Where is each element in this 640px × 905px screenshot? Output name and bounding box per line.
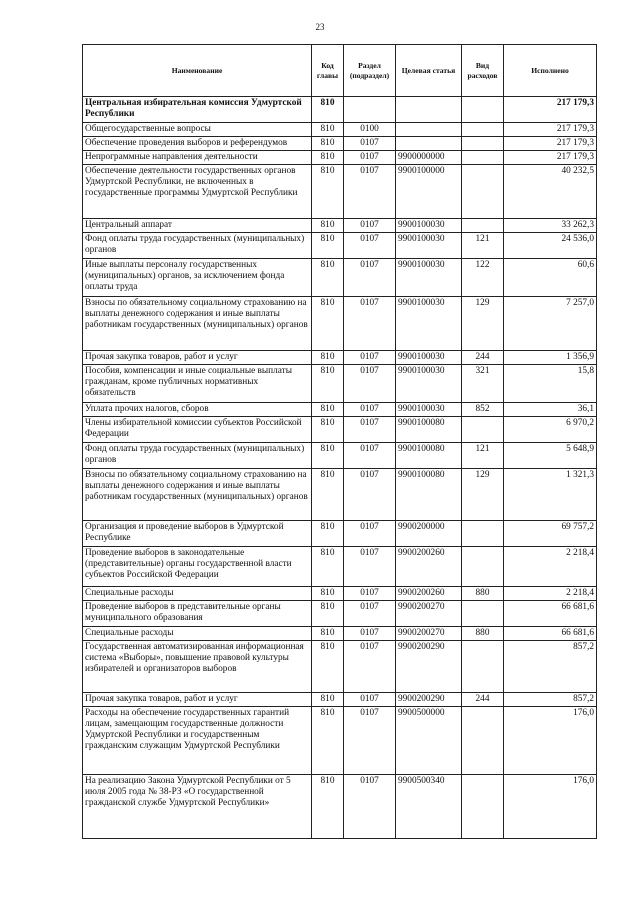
row-amount: 6 970,2 xyxy=(504,417,597,443)
row-target: 9900100080 xyxy=(396,469,462,521)
row-code: 810 xyxy=(312,469,344,521)
page-number: 23 xyxy=(315,22,325,32)
row-amount: 7 257,0 xyxy=(504,297,597,351)
row-section: 0107 xyxy=(344,259,396,297)
row-section: 0107 xyxy=(344,707,396,775)
row-name: Уплата прочих налогов, сборов xyxy=(83,403,312,417)
row-name: Специальные расходы xyxy=(83,627,312,641)
row-name: Обеспечение проведения выборов и референдумов xyxy=(83,137,312,151)
row-amount: 15,8 xyxy=(504,365,597,403)
row-target: 9900000000 xyxy=(396,151,462,165)
row-code: 810 xyxy=(312,693,344,707)
row-amount: 217 179,3 xyxy=(504,97,597,123)
row-amount: 66 681,6 xyxy=(504,627,597,641)
table-row xyxy=(83,365,597,403)
row-target: 9900200260 xyxy=(396,587,462,601)
row-target: 9900500000 xyxy=(396,707,462,775)
table-row xyxy=(83,151,597,165)
row-code: 810 xyxy=(312,627,344,641)
row-section xyxy=(344,97,396,123)
row-expense xyxy=(462,151,504,165)
row-expense xyxy=(462,601,504,627)
row-expense xyxy=(462,521,504,547)
row-code: 810 xyxy=(312,351,344,365)
row-code: 810 xyxy=(312,297,344,351)
row-code: 810 xyxy=(312,365,344,403)
row-section: 0107 xyxy=(344,641,396,693)
header-amount: Исполнено xyxy=(504,45,597,97)
row-target: 9900200000 xyxy=(396,521,462,547)
row-amount: 2 218,4 xyxy=(504,547,597,587)
row-name: Центральная избирательная комиссия Удмуртской Республики xyxy=(83,97,312,123)
table-row xyxy=(83,587,597,601)
row-target: 9900100030 xyxy=(396,259,462,297)
table-row xyxy=(83,351,597,365)
row-target xyxy=(396,97,462,123)
row-expense xyxy=(462,417,504,443)
table-row xyxy=(83,233,597,259)
row-section: 0107 xyxy=(344,627,396,641)
row-expense xyxy=(462,137,504,151)
row-expense xyxy=(462,97,504,123)
row-name: Проведение выборов в законодательные (представительные) органы государственной власти субъектов Российской Федерации xyxy=(83,547,312,587)
row-expense: 880 xyxy=(462,627,504,641)
row-section: 0107 xyxy=(344,365,396,403)
row-expense xyxy=(462,165,504,219)
row-expense xyxy=(462,123,504,137)
table-row xyxy=(83,693,597,707)
row-name: Взносы по обязательному социальному страхованию на выплаты денежного содержания и иные выплаты работникам государственных (муниципальных) органов xyxy=(83,469,312,521)
table-row xyxy=(83,219,597,233)
table-row xyxy=(83,123,597,137)
row-code: 810 xyxy=(312,233,344,259)
table-row xyxy=(83,627,597,641)
table-row xyxy=(83,259,597,297)
row-expense: 244 xyxy=(462,693,504,707)
row-name: Общегосударственные вопросы xyxy=(83,123,312,137)
table-row xyxy=(83,137,597,151)
row-target: 9900100080 xyxy=(396,443,462,469)
row-target: 9900100030 xyxy=(396,233,462,259)
row-amount: 1 321,3 xyxy=(504,469,597,521)
row-amount: 176,0 xyxy=(504,707,597,775)
row-amount: 2 218,4 xyxy=(504,587,597,601)
row-code: 810 xyxy=(312,443,344,469)
row-section: 0107 xyxy=(344,137,396,151)
table-row xyxy=(83,547,597,587)
row-amount: 24 536,0 xyxy=(504,233,597,259)
row-target: 9900100030 xyxy=(396,297,462,351)
table-row xyxy=(83,97,597,123)
row-amount: 1 356,9 xyxy=(504,351,597,365)
row-target: 9900100030 xyxy=(396,365,462,403)
table-header-row xyxy=(83,45,597,97)
row-code: 810 xyxy=(312,417,344,443)
row-amount: 217 179,3 xyxy=(504,151,597,165)
row-name: Прочая закупка товаров, работ и услуг xyxy=(83,351,312,365)
row-section: 0107 xyxy=(344,403,396,417)
row-code: 810 xyxy=(312,137,344,151)
row-expense: 129 xyxy=(462,469,504,521)
row-expense: 121 xyxy=(462,233,504,259)
row-target xyxy=(396,137,462,151)
table-row xyxy=(83,469,597,521)
table-row xyxy=(83,165,597,219)
row-section: 0107 xyxy=(344,443,396,469)
row-target: 9900200270 xyxy=(396,627,462,641)
row-code: 810 xyxy=(312,521,344,547)
row-code: 810 xyxy=(312,165,344,219)
row-name: Обеспечение деятельности государственных органов Удмуртской Республики, не включенных в государственные программы Удмуртской Республики xyxy=(83,165,312,219)
row-name: Проведение выборов в представительные органы муниципального образования xyxy=(83,601,312,627)
row-expense: 321 xyxy=(462,365,504,403)
row-code: 810 xyxy=(312,775,344,839)
row-amount: 857,2 xyxy=(504,641,597,693)
row-section: 0107 xyxy=(344,547,396,587)
budget-table xyxy=(82,44,597,839)
row-name: Прочая закупка товаров, работ и услуг xyxy=(83,693,312,707)
row-target: 9900200290 xyxy=(396,641,462,693)
row-code: 810 xyxy=(312,707,344,775)
table-row xyxy=(83,417,597,443)
table-row xyxy=(83,403,597,417)
header-expense: Вид расходов xyxy=(462,45,504,97)
row-name: Расходы на обеспечение государственных гарантий лицам, замещающим государственные должности Удмуртской Республики и государственным гражданским служащим Удмуртской Республики xyxy=(83,707,312,775)
table-row xyxy=(83,443,597,469)
row-amount: 36,1 xyxy=(504,403,597,417)
row-expense: 122 xyxy=(462,259,504,297)
row-amount: 217 179,3 xyxy=(504,137,597,151)
header-section: Раздел (подраздел) xyxy=(344,45,396,97)
row-section: 0107 xyxy=(344,587,396,601)
row-code: 810 xyxy=(312,123,344,137)
row-section: 0100 xyxy=(344,123,396,137)
row-expense: 121 xyxy=(462,443,504,469)
row-code: 810 xyxy=(312,547,344,587)
row-name: Члены избирательной комиссии субъектов Российской Федерации xyxy=(83,417,312,443)
row-section: 0107 xyxy=(344,297,396,351)
row-name: Взносы по обязательному социальному страхованию на выплаты денежного содержания и иные выплаты работникам государственных (муниципальных) органов xyxy=(83,297,312,351)
row-target xyxy=(396,123,462,137)
header-target: Целевая статья xyxy=(396,45,462,97)
table-row xyxy=(83,775,597,839)
row-target: 9900200260 xyxy=(396,547,462,587)
row-code: 810 xyxy=(312,641,344,693)
row-section: 0107 xyxy=(344,219,396,233)
row-code: 810 xyxy=(312,403,344,417)
row-section: 0107 xyxy=(344,775,396,839)
row-expense: 880 xyxy=(462,587,504,601)
row-section: 0107 xyxy=(344,601,396,627)
table-row xyxy=(83,297,597,351)
row-code: 810 xyxy=(312,259,344,297)
row-expense: 852 xyxy=(462,403,504,417)
row-expense xyxy=(462,547,504,587)
row-code: 810 xyxy=(312,587,344,601)
row-code: 810 xyxy=(312,601,344,627)
row-section: 0107 xyxy=(344,693,396,707)
row-expense xyxy=(462,641,504,693)
header-name: Наименование xyxy=(83,45,312,97)
table-row xyxy=(83,641,597,693)
row-name: Фонд оплаты труда государственных (муниципальных) органов xyxy=(83,233,312,259)
row-amount: 5 648,9 xyxy=(504,443,597,469)
row-expense xyxy=(462,219,504,233)
row-amount: 40 232,5 xyxy=(504,165,597,219)
row-section: 0107 xyxy=(344,351,396,365)
row-name: Непрограммные направления деятельности xyxy=(83,151,312,165)
row-target: 9900200270 xyxy=(396,601,462,627)
row-section: 0107 xyxy=(344,521,396,547)
row-name: Центральный аппарат xyxy=(83,219,312,233)
header-code: Код главы xyxy=(312,45,344,97)
row-name: Организация и проведение выборов в Удмуртской Республике xyxy=(83,521,312,547)
row-name: Иные выплаты персоналу государственных (муниципальных) органов, за исключением фонда оплаты труда xyxy=(83,259,312,297)
row-expense xyxy=(462,707,504,775)
row-target: 9900100030 xyxy=(396,219,462,233)
row-target: 9900500340 xyxy=(396,775,462,839)
row-section: 0107 xyxy=(344,469,396,521)
row-code: 810 xyxy=(312,97,344,123)
row-amount: 69 757,2 xyxy=(504,521,597,547)
row-amount: 60,6 xyxy=(504,259,597,297)
table-row xyxy=(83,707,597,775)
row-section: 0107 xyxy=(344,233,396,259)
row-expense xyxy=(462,775,504,839)
row-name: На реализацию Закона Удмуртской Республики от 5 июля 2005 года № 38-РЗ «О государственной гражданской службе Удмуртской Республики» xyxy=(83,775,312,839)
row-amount: 217 179,3 xyxy=(504,123,597,137)
table-row xyxy=(83,601,597,627)
row-section: 0107 xyxy=(344,151,396,165)
row-amount: 176,0 xyxy=(504,775,597,839)
row-code: 810 xyxy=(312,151,344,165)
row-section: 0107 xyxy=(344,165,396,219)
row-section: 0107 xyxy=(344,417,396,443)
row-target: 9900200290 xyxy=(396,693,462,707)
row-name: Специальные расходы xyxy=(83,587,312,601)
row-expense: 244 xyxy=(462,351,504,365)
row-name: Государственная автоматизированная информационная система «Выборы», повышение правовой культуры избирателей и организаторов выборов xyxy=(83,641,312,693)
row-target: 9900100030 xyxy=(396,403,462,417)
row-target: 9900100000 xyxy=(396,165,462,219)
row-amount: 33 262,3 xyxy=(504,219,597,233)
row-target: 9900100080 xyxy=(396,417,462,443)
row-target: 9900100030 xyxy=(396,351,462,365)
row-code: 810 xyxy=(312,219,344,233)
row-amount: 857,2 xyxy=(504,693,597,707)
row-name: Пособия, компенсации и иные социальные выплаты гражданам, кроме публичных нормативных обязательств xyxy=(83,365,312,403)
row-expense: 129 xyxy=(462,297,504,351)
row-amount: 66 681,6 xyxy=(504,601,597,627)
table-row xyxy=(83,521,597,547)
row-name: Фонд оплаты труда государственных (муниципальных) органов xyxy=(83,443,312,469)
